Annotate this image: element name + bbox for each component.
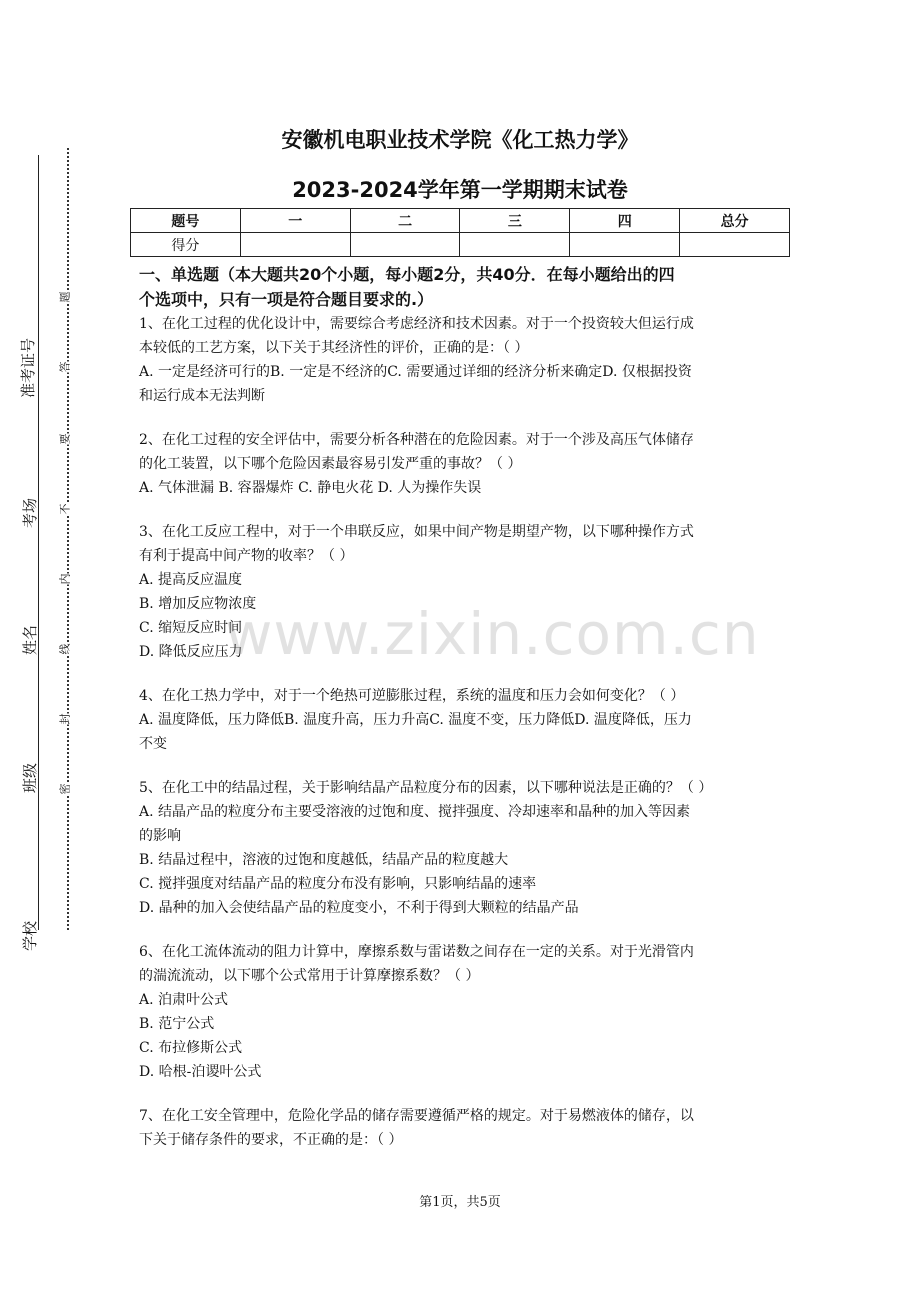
option-line: B. 结晶过程中，溶液的过饱和度越低，结晶产品的粒度越大: [139, 852, 509, 868]
question-line: 的湍流流动，以下哪个公式常用于计算摩擦系数？（ ）: [139, 968, 480, 984]
seal-char: 内: [58, 573, 72, 585]
question-line: 下关于储存条件的要求，不正确的是：（ ）: [139, 1132, 403, 1148]
option-line: C. 搅拌强度对结晶产品的粒度分布没有影响，只影响结晶的速率: [139, 876, 537, 892]
option-line: A. 提高反应温度: [139, 572, 243, 588]
watermark: www.zixin.com.cn: [225, 600, 760, 668]
table-cell: 一: [240, 209, 350, 233]
table-cell: 二: [350, 209, 460, 233]
question-line: 2、在化工过程的安全评估中，需要分析各种潜在的危险因素。对于一个涉及高压气体储存: [139, 432, 694, 448]
seal-char: 要: [58, 433, 72, 445]
score-input-cell[interactable]: [240, 233, 350, 257]
label-school: 学校: [21, 920, 40, 952]
question-line: 4、在化工热力学中，对于一个绝热可逆膨胀过程，系统的温度和压力会如何变化？（ ）: [139, 688, 685, 704]
option-line: 和运行成本无法判断: [139, 388, 265, 404]
table-cell: 三: [460, 209, 570, 233]
exam-title: 安徽机电职业技术学院《化工热力学》: [281, 128, 639, 152]
question-5: [139, 776, 789, 920]
seal-char: 密: [58, 783, 72, 795]
section-heading-line: 一、单选题（本大题共20个小题，每小题2分，共40分．在每小题给出的四: [139, 265, 675, 284]
option-line: A. 泊肃叶公式: [139, 992, 229, 1008]
label-exam-number: 准考证号: [19, 337, 38, 399]
question-line: 有利于提高中间产物的收率？（ ）: [139, 548, 354, 564]
section-heading-line: 个选项中，只有一项是符合题目要求的.）: [139, 290, 434, 309]
option-line: A. 一定是经济可行的B. 一定是不经济的C. 需要通过详细的经济分析来确定D. 仅根据投资: [139, 364, 692, 380]
question-line: 5、在化工中的结晶过程，关于影响结晶产品粒度分布的因素，以下哪种说法是正确的？（ ）: [139, 780, 713, 796]
seal-char: 封: [58, 713, 72, 725]
option-line: A. 结晶产品的粒度分布主要受溶液的过饱和度、搅拌强度、冷却速率和晶种的加入等因素: [139, 804, 691, 820]
option-line: D. 晶种的加入会使结晶产品的粒度变小，不利于得到大颗粒的结晶产品: [139, 900, 579, 916]
table-cell: 得分: [131, 233, 241, 257]
label-name: 姓名: [21, 624, 40, 656]
question-2: [139, 428, 789, 500]
option-line: B. 范宁公式: [139, 1016, 215, 1032]
question-line: 7、在化工安全管理中，危险化学品的储存需要遵循严格的规定。对于易燃液体的储存，以: [139, 1108, 694, 1124]
page-footer: 第1页，共5页: [419, 1195, 501, 1210]
exam-subtitle: 2023-2024学年第一学期期末试卷: [292, 178, 628, 202]
score-input-cell[interactable]: [460, 233, 570, 257]
question-6: [139, 940, 789, 1084]
question-7: [139, 1104, 789, 1152]
label-class: 班级: [21, 762, 40, 794]
label-exam-room: 考场: [21, 497, 40, 529]
seal-char: 不: [58, 503, 72, 515]
table-cell: 总分: [680, 209, 790, 233]
option-line: C. 布拉修斯公式: [139, 1040, 243, 1056]
option-line: 的影响: [139, 828, 181, 844]
score-input-cell[interactable]: [570, 233, 680, 257]
section-heading: [139, 262, 789, 312]
option-line: A. 温度降低，压力降低B. 温度升高，压力升高C. 温度不变，压力降低D. 温度降低，压力: [139, 712, 692, 728]
option-line: D. 哈根-泊谡叶公式: [139, 1064, 262, 1080]
exam-content: [139, 262, 789, 1152]
binding-solid-line: [38, 155, 39, 930]
seal-char: 题: [58, 291, 72, 303]
table-cell: 题号: [131, 209, 241, 233]
seal-char: 答: [58, 361, 72, 373]
option-line: D. 降低反应压力: [139, 644, 243, 660]
score-input-cell[interactable]: [680, 233, 790, 257]
score-table: [130, 208, 790, 257]
score-table-header-row: [131, 209, 790, 233]
score-input-cell[interactable]: [350, 233, 460, 257]
score-table-score-row: [131, 233, 790, 257]
option-line: C. 缩短反应时间: [139, 620, 243, 636]
option-line: 不变: [139, 736, 167, 752]
option-line: A. 气体泄漏 B. 容器爆炸 C. 静电火花 D. 人为操作失误: [139, 480, 482, 496]
question-line: 1、在化工过程的优化设计中，需要综合考虑经济和技术因素。对于一个投资较大但运行成: [139, 316, 694, 332]
question-line: 本较低的工艺方案，以下关于其经济性的评价，正确的是：（ ）: [139, 340, 529, 356]
option-line: B. 增加反应物浓度: [139, 596, 257, 612]
binding-dotted-line: [67, 148, 69, 930]
question-line: 的化工装置，以下哪个危险因素最容易引发严重的事故？（ ）: [139, 456, 522, 472]
question-4: [139, 684, 789, 756]
question-1: [139, 312, 789, 408]
question-line: 6、在化工流体流动的阻力计算中，摩擦系数与雷诺数之间存在一定的关系。对于光滑管内: [139, 944, 694, 960]
seal-char: 线: [58, 643, 72, 655]
table-cell: 四: [570, 209, 680, 233]
question-line: 3、在化工反应工程中，对于一个串联反应，如果中间产物是期望产物，以下哪种操作方式: [139, 524, 694, 540]
